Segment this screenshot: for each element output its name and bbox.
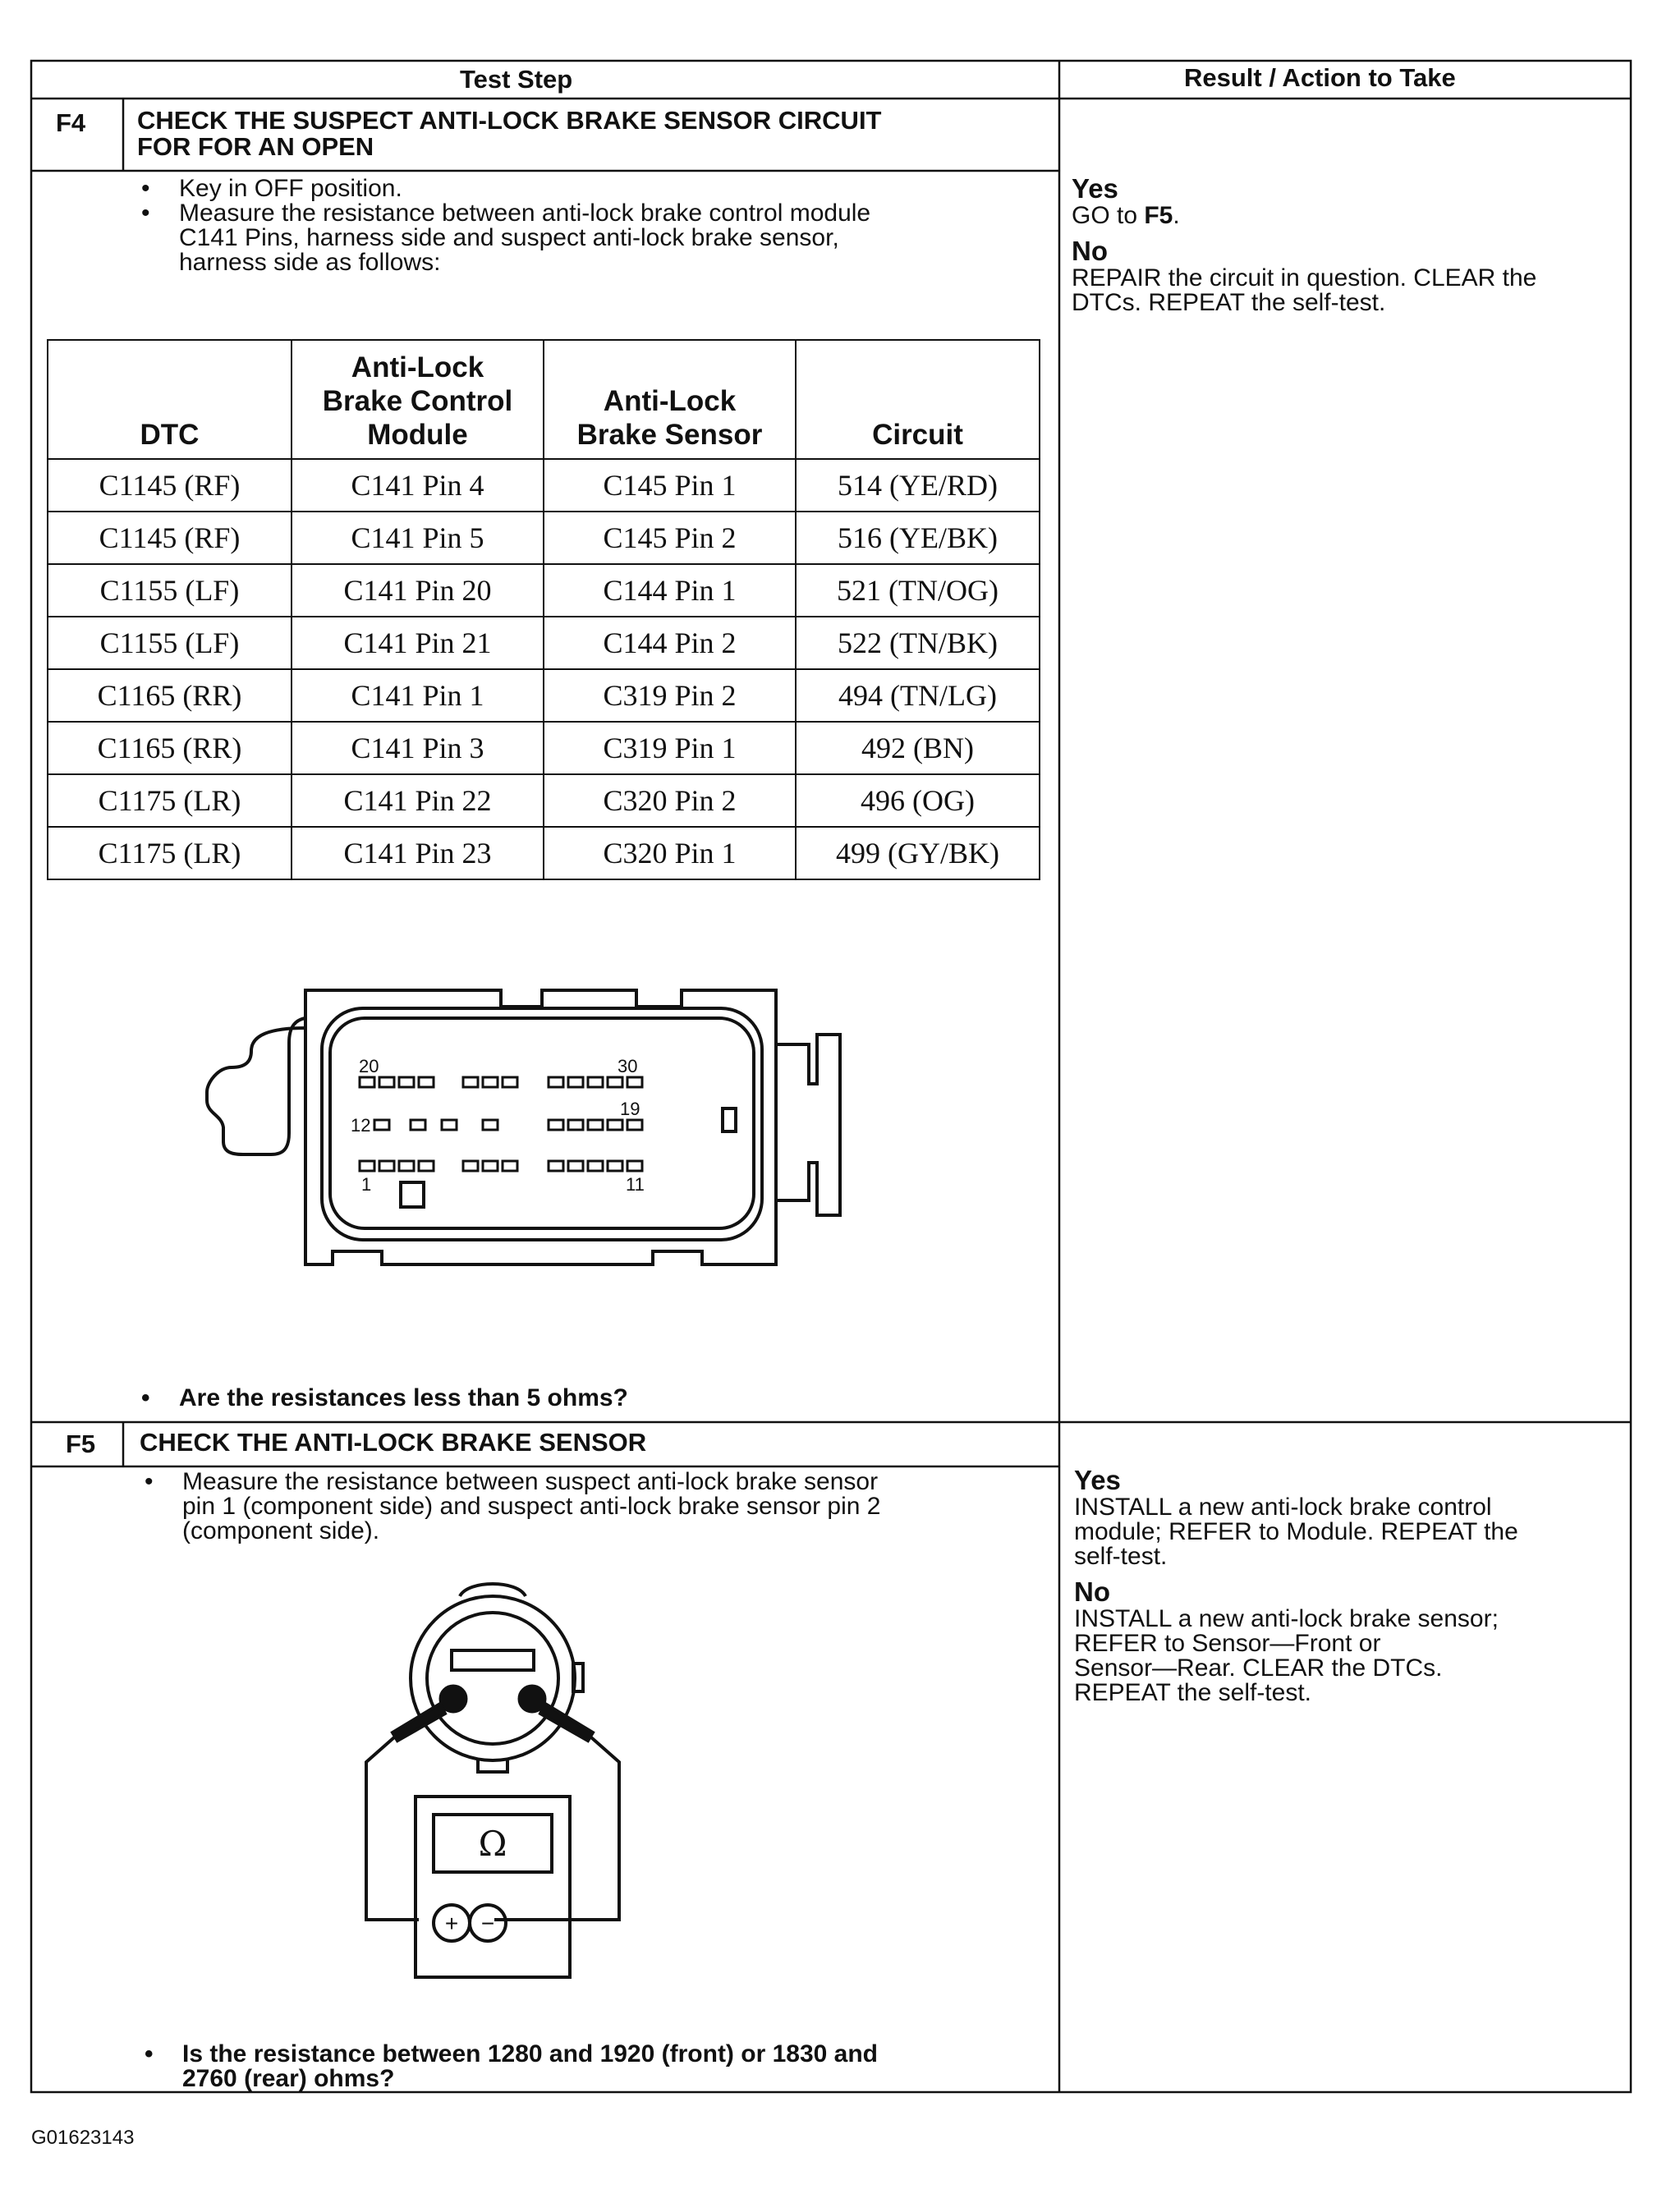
cell-dtc: C1145 (RF) [48,459,292,512]
col-header-dtc: DTC [48,340,292,459]
f4-bullet-key-off: • Key in OFF position. [136,177,1048,201]
f4-instructions [136,177,1048,275]
cell-module-pin: C141 Pin 1 [292,669,544,722]
table-row [48,722,1040,774]
cell-sensor-pin: C145 Pin 1 [544,459,796,512]
f5-yes-line1: INSTALL a new anti-lock brake control [1074,1494,1492,1521]
cell-sensor-pin: C144 Pin 2 [544,617,796,669]
cell-dtc: C1165 (RR) [48,722,292,774]
header-test-step: Test Step [460,65,573,94]
f5-instructions [140,1470,1051,1544]
table-row [48,774,1040,827]
cell-module-pin: C141 Pin 5 [292,512,544,564]
col-header-sensor: Anti-Lock Brake Sensor [544,340,796,459]
cell-module-pin: C141 Pin 20 [292,564,544,617]
cell-sensor-pin: C145 Pin 2 [544,512,796,564]
step-id-f4: F4 [56,108,86,137]
sensor-ohmmeter-diagram [328,1568,690,1995]
cell-sensor-pin: C144 Pin 1 [544,564,796,617]
figure-code: G01623143 [31,2127,135,2149]
f4-no-label: No [1072,236,1108,266]
cell-circuit: 516 (YE/BK) [796,512,1040,564]
cell-module-pin: C141 Pin 4 [292,459,544,512]
cell-module-pin: C141 Pin 21 [292,617,544,669]
table-row [48,617,1040,669]
f4-yes-text: GO to F5. [1072,202,1180,229]
cell-circuit: 499 (GY/BK) [796,827,1040,879]
cell-module-pin: C141 Pin 3 [292,722,544,774]
cell-circuit: 492 (BN) [796,722,1040,774]
cell-dtc: C1155 (LF) [48,564,292,617]
f4-results [1072,174,1626,315]
f4-bullet-measure-line3: harness side as follows: [179,249,441,276]
step-title-f5: CHECK THE ANTI-LOCK BRAKE SENSOR [140,1428,647,1457]
cell-sensor-pin: C320 Pin 1 [544,827,796,879]
dtc-pin-table [47,339,1040,880]
f5-bullet-line3: (component side). [182,1517,380,1544]
cell-dtc: C1165 (RR) [48,669,292,722]
f5-no-line4: REPEAT the self-test. [1074,1679,1311,1706]
cell-sensor-pin: C320 Pin 2 [544,774,796,827]
f4-bullet-measure-line1: • Measure the resistance between anti-lock brake control module [179,200,871,227]
f4-no-text-line2: DTCs. REPEAT the self-test. [1072,289,1386,316]
ohm-symbol: Ω [478,1824,507,1864]
cell-dtc: C1175 (LR) [48,774,292,827]
col-header-module: Anti-Lock Brake Control Module [292,340,544,459]
f5-yes-line2: module; REFER to Module. REPEAT the [1074,1518,1518,1545]
meter-minus-terminal: − [480,1911,495,1936]
col-header-circuit: Circuit [796,340,1040,459]
f5-no-line3: Sensor—Rear. CLEAR the DTCs. [1074,1654,1443,1682]
f5-yes-line3: self-test. [1074,1543,1168,1570]
pin-label-20: 20 [359,1056,379,1076]
f5-question-line1: • Is the resistance between 1280 and 1920 (front) or 1830 and [182,2040,879,2067]
cell-dtc: C1155 (LF) [48,617,292,669]
f5-bullet-measure [140,1470,1051,1544]
f5-no-line1: INSTALL a new anti-lock brake sensor; [1074,1605,1499,1632]
f5-results [1074,1466,1628,1705]
f5-no-line2: REFER to Sensor—Front or [1074,1630,1381,1657]
table-row [48,827,1040,879]
cell-sensor-pin: C319 Pin 1 [544,722,796,774]
table-row [48,512,1040,564]
table-row [48,669,1040,722]
step-title-f4-line1: CHECK THE SUSPECT ANTI-LOCK BRAKE SENSOR CIRCUIT [137,106,882,135]
cell-module-pin: C141 Pin 22 [292,774,544,827]
cell-circuit: 514 (YE/RD) [796,459,1040,512]
dtc-table-header-row [48,340,1040,459]
pin-label-19: 19 [620,1099,640,1119]
cell-circuit: 496 (OG) [796,774,1040,827]
table-row [48,459,1040,512]
cell-circuit: 494 (TN/LG) [796,669,1040,722]
cell-dtc: C1145 (RF) [48,512,292,564]
pin-label-30: 30 [618,1056,638,1076]
cell-module-pin: C141 Pin 23 [292,827,544,879]
step-title-f4-line2: FOR FOR AN OPEN [137,132,374,161]
f5-bullet-line1: • Measure the resistance between suspect anti-lock brake sensor [182,1468,879,1495]
f5-bullet-line2: pin 1 (component side) and suspect anti-lock brake sensor pin 2 [182,1493,881,1520]
c141-connector-diagram [0,969,903,1297]
cell-circuit: 522 (TN/BK) [796,617,1040,669]
f4-question [136,1386,1040,1411]
header-result-action: Result / Action to Take [1184,63,1456,92]
f4-bullet-measure [136,201,1048,275]
pin-label-11: 11 [626,1174,645,1195]
cell-dtc: C1175 (LR) [48,827,292,879]
f4-yes-label: Yes [1072,173,1118,204]
pin-label-12: 12 [351,1115,371,1136]
f4-bullet-measure-line2: C141 Pins, harness side and suspect anti-lock brake sensor, [179,224,839,251]
f4-yes-target: F5 [1144,202,1173,229]
f5-yes-label: Yes [1074,1465,1121,1495]
f5-question-item [140,2042,1051,2091]
pin-label-1: 1 [361,1174,372,1195]
cell-sensor-pin: C319 Pin 2 [544,669,796,722]
f4-question-item: • Are the resistances less than 5 ohms? [136,1386,1040,1411]
f5-question [140,2042,1051,2091]
f4-no-text-line1: REPAIR the circuit in question. CLEAR the [1072,264,1537,291]
step-title-f4 [137,108,882,160]
step-id-f5: F5 [66,1430,96,1458]
cell-circuit: 521 (TN/OG) [796,564,1040,617]
table-row [48,564,1040,617]
f5-question-line2: 2760 (rear) ohms? [182,2065,395,2092]
f5-no-label: No [1074,1576,1110,1607]
meter-plus-terminal: + [444,1911,459,1936]
